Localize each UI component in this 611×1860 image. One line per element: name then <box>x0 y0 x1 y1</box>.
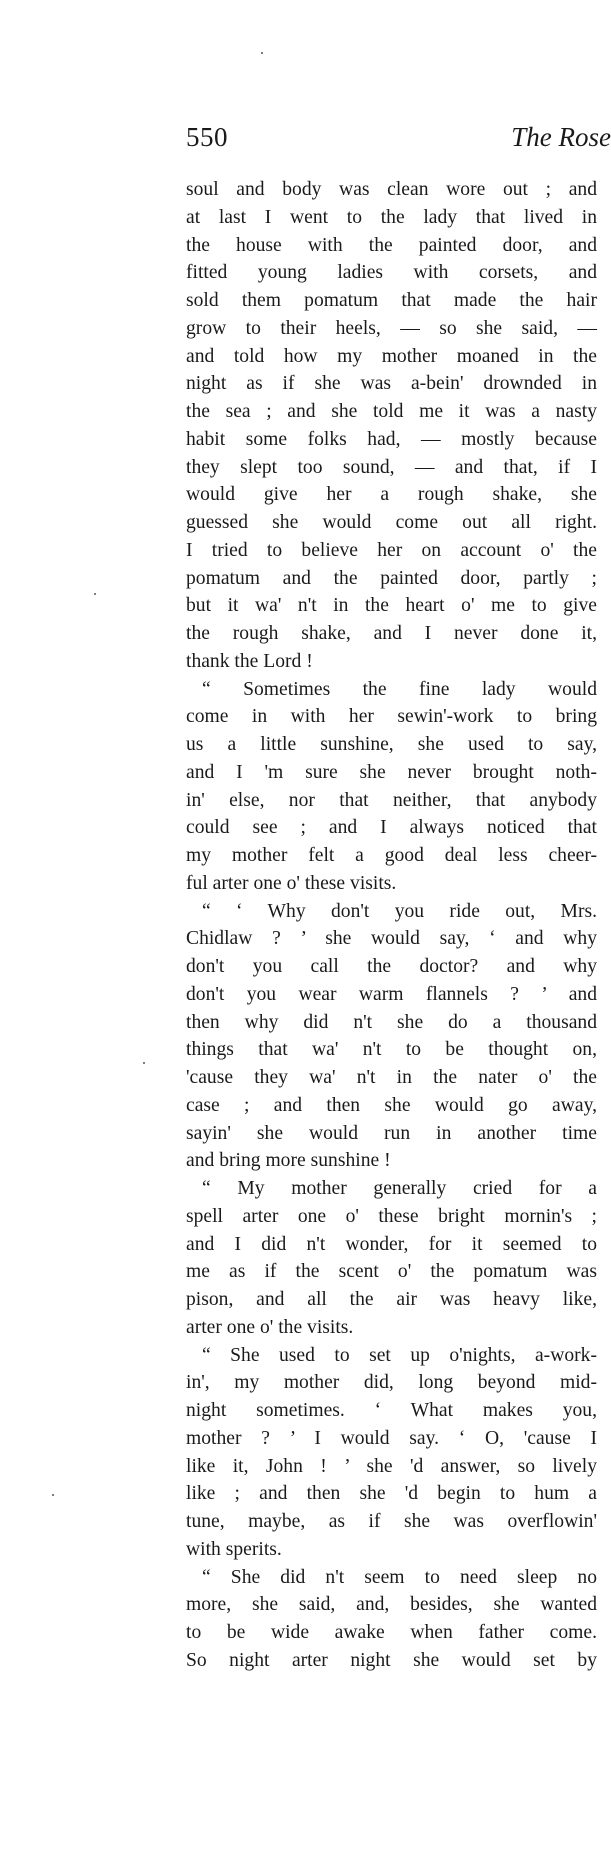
text-line: sayin' she would run in another time <box>186 1122 597 1144</box>
body-text <box>186 176 597 1675</box>
text-line: spell arter one o' these bright mornin's ; <box>186 1205 597 1227</box>
text-line: habit some folks had, — mostly because <box>186 428 597 450</box>
text-line: like ; and then she 'd begin to hum a <box>186 1483 597 1505</box>
ink-speck <box>52 1494 54 1496</box>
text-line: thank the Lord ! <box>186 650 313 672</box>
text-line: us a little sunshine, she used to say, <box>186 734 597 755</box>
ink-speck <box>261 52 263 54</box>
text-line: night sometimes. ‘ What makes you, <box>186 1400 597 1421</box>
text-line: like it, John ! ’ she 'd answer, so lively <box>186 1455 597 1477</box>
ink-speck <box>143 1062 145 1064</box>
text-line: at last I went to the lady that lived in <box>186 206 597 228</box>
ink-speck <box>94 593 96 595</box>
text-line: come in with her sewin'-work to bring <box>186 706 597 728</box>
text-line: case ; and then she would go away, <box>186 1094 597 1116</box>
text-line: would give her a rough shake, she <box>186 484 597 506</box>
text-line: “ ‘ Why don't you ride out, Mrs. <box>202 900 597 922</box>
text-line: fitted young ladies with corsets, and <box>186 262 597 284</box>
page-number: 550 <box>186 122 228 152</box>
text-line: “ She did n't seem to need sleep no <box>202 1566 597 1588</box>
text-line: the rough shake, and I never done it, <box>186 623 597 644</box>
text-line: grow to their heels, — so she said, — <box>186 317 597 339</box>
text-line: the sea ; and she told me it was a nasty <box>186 401 597 422</box>
text-line: don't you wear warm flannels ? ’ and <box>186 983 597 1005</box>
page-header <box>186 122 611 162</box>
text-line: sold them pomatum that made the hair <box>186 290 597 311</box>
text-line: soul and body was clean wore out ; and <box>186 179 597 200</box>
text-line: pomatum and the painted door, partly ; <box>186 567 597 589</box>
text-line: things that wa' n't to be thought on, <box>186 1039 597 1061</box>
text-line: but it wa' n't in the heart o' me to give <box>186 595 597 617</box>
text-line: night as if she was a-bein' drownded in <box>186 373 597 395</box>
text-line: ful arter one o' these visits. <box>186 872 397 894</box>
text-line: arter one o' the visits. <box>186 1316 354 1338</box>
text-line: guessed she would come out all right. <box>186 512 597 533</box>
text-line: don't you call the doctor? and why <box>186 956 597 977</box>
text-line: my mother felt a good deal less cheer- <box>186 845 597 866</box>
text-line: I tried to believe her on account o' the <box>186 539 597 561</box>
text-line: “ Sometimes the fine lady would <box>202 678 597 700</box>
text-line: and I did n't wonder, for it seemed to <box>186 1233 597 1255</box>
text-line: in' else, nor that neither, that anybody <box>186 789 597 811</box>
text-line: mother ? ’ I would say. ‘ O, 'cause I <box>186 1427 597 1449</box>
text-line: “ My mother generally cried for a <box>202 1178 597 1199</box>
text-line: 'cause they wa' n't in the nater o' the <box>186 1067 597 1088</box>
text-line: in', my mother did, long beyond mid- <box>186 1372 597 1394</box>
text-line: Chidlaw ? ’ she would say, ‘ and why <box>186 928 597 950</box>
text-line: could see ; and I always noticed that <box>186 817 597 839</box>
text-line: “ She used to set up o'nights, a-work- <box>202 1344 597 1366</box>
text-line: So night arter night she would set by <box>186 1649 597 1671</box>
text-line: then why did n't she do a thousand <box>186 1011 597 1033</box>
text-line: with sperits. <box>186 1538 282 1560</box>
text-line: more, she said, and, besides, she wanted <box>186 1594 597 1616</box>
text-line: tune, maybe, as if she was overflowin' <box>186 1511 597 1532</box>
text-line: pison, and all the air was heavy like, <box>186 1289 597 1310</box>
running-head: The Rose <box>511 122 611 152</box>
text-line: they slept too sound, — and that, if I <box>186 456 597 478</box>
text-line: and told how my mother moaned in the <box>186 345 597 367</box>
text-line: to be wide awake when father come. <box>186 1622 597 1643</box>
text-line: the house with the painted door, and <box>186 234 597 256</box>
text-line: and bring more sunshine ! <box>186 1150 391 1172</box>
text-line: and I 'm sure she never brought noth- <box>186 761 597 783</box>
text-line: me as if the scent o' the pomatum was <box>186 1261 597 1283</box>
